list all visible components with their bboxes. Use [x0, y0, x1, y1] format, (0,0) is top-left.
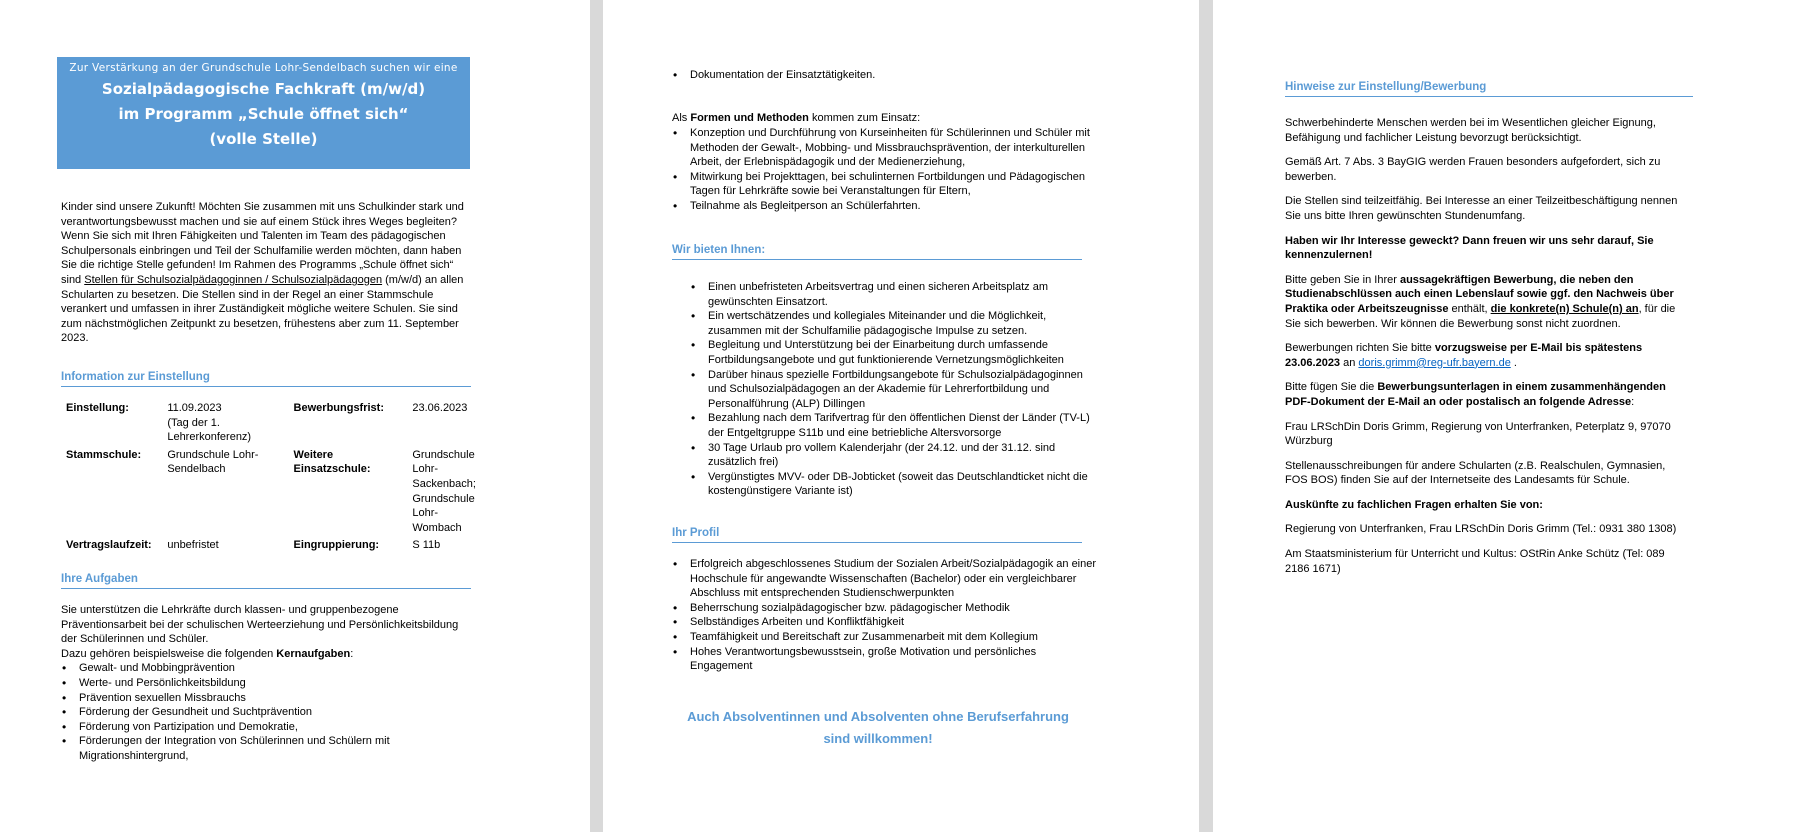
banner-program: im Programm „Schule öffnet sich“: [118, 105, 409, 123]
list-item: • Prävention sexuellen Missbrauchs: [79, 691, 471, 706]
tasks-list: [61, 661, 471, 763]
note-email-b: vorzugsweise per E-Mail bis spätestens 23.06.2023: [1285, 342, 1643, 369]
methods-lead-bold: Formen und Methoden: [690, 112, 809, 124]
list-item: • Teilnahme als Begleitperson an Schülerfahrten.: [690, 199, 1090, 214]
list-item: • Gewalt- und Mobbingprävention: [79, 661, 471, 676]
tasks-lead-bold: Kernaufgaben: [276, 647, 351, 660]
note-contact-regierung: Regierung von Unterfranken, Frau LRSchDin Doris Grimm (Tel.: 0931 380 1308): [1285, 523, 1677, 536]
stamm-value: Grundschule Lohr-Sendelbach: [167, 448, 259, 476]
document-page-3: [1213, 0, 1801, 832]
stamm-label: Stammschule:: [66, 448, 142, 461]
list-item: • Vergünstigtes MVV- oder DB-Jobticket (soweit das Deutschlandticket nicht die kostengünstigere Variante ist): [708, 470, 1098, 499]
welcome-line-2: sind willkommen!: [823, 731, 933, 746]
list-item: • Konzeption und Durchführung von Kurseinheiten für Schülerinnen und Schüler mit Methoden der Gewalt-, Mobbing- und Missbrauchsprävention, der interkulturellen Arbeit, der Erlebnispädagogik und der Medienerziehung,: [690, 126, 1090, 170]
note-other-schools: Stellenausschreibungen für andere Schularten (z.B. Realschulen, Gymnasien, FOS BOS) finden Sie auf der Internetseite des Landesamts für Schule.: [1285, 459, 1666, 487]
note-pdf: [1285, 380, 1690, 409]
einstellung-cell: [167, 401, 293, 448]
offer-heading: Wir bieten Ihnen:: [672, 244, 1082, 260]
note-women: Gemäß Art. 7 Abs. 3 BayGIG werden Frauen besonders aufgefordert, sich zu bewerben.: [1285, 156, 1661, 183]
list-item: • Einen unbefristeten Arbeitsvertrag und einen sicheren Arbeitsplatz am gewünschten Einsatzort.: [708, 280, 1098, 309]
intro-text-b: (m/w/d) an allen Schularten zu besetzen. Die Stellen sind in der Regel an einer Stammschule verankert und umfassen in ihrer Zuständigkeit mögliche weitere Schulen. Sie sind zum nächstmöglichen Zeitpunkt zu besetzen, frühestens aber zum 11. September 2023.: [61, 273, 464, 345]
note-email-a: Bewerbungen richten Sie bitte: [1285, 342, 1435, 355]
application-notes: [1285, 116, 1690, 576]
einstellung-value: 11.09.2023: [167, 402, 222, 414]
tasks-lead-colon: :: [350, 647, 354, 660]
note-documents-a: Bitte geben Sie in Ihrer: [1285, 273, 1400, 286]
intro-text-underlined: Stellen für Schulsozialpädagoginnen / Schulsozialpädagogen: [84, 273, 383, 286]
intro-paragraph: [61, 200, 471, 346]
list-item: • Förderung der Gesundheit und Suchtprävention: [79, 705, 471, 720]
offer-list: [690, 280, 1098, 499]
note-pdf-a: Bitte fügen Sie die: [1285, 381, 1378, 394]
top-bullet-list: [672, 68, 1170, 83]
document-page-2: [603, 0, 1199, 832]
weitere-value: Grundschule Lohr-Sackenbach; Grundschule Lohr-Wombach: [412, 448, 476, 534]
gruppe-label: Eingruppierung:: [293, 539, 380, 552]
list-item: • Dokumentation der Einsatztätigkeiten.: [690, 68, 1170, 83]
note-documents: [1285, 273, 1690, 331]
methods-list: [672, 126, 1090, 214]
tasks-section: [61, 603, 471, 764]
note-part-time: Die Stellen sind teilzeitfähig. Bei Interesse an einer Teilzeitbeschäftigung nennen Sie uns bitte Ihren gewünschten Stundenumfang.: [1285, 195, 1678, 222]
list-item: • Beherrschung sozialpädagogischer bzw. pädagogischer Methodik: [690, 601, 1100, 616]
note-email-d: .: [1510, 356, 1517, 369]
note-email: [1285, 341, 1690, 370]
gruppe-value: S 11b: [412, 539, 441, 552]
methods-lead: [672, 111, 1092, 126]
list-item: • Hohes Verantwortungsbewusstsein, große Motivation und persönliches Engagement: [690, 645, 1100, 674]
frist-value: 23.06.2023: [412, 402, 468, 414]
email-link[interactable]: doris.grimm@reg-ufr.bayern.de: [1358, 356, 1511, 369]
list-item: • Förderung von Partizipation und Demokratie,: [79, 720, 471, 735]
list-item: • Darüber hinaus spezielle Fortbildungsangebote für Schulsozialpädagoginnen und Schulsozialpädagogen an der Akademie für Lehrerfortbildung und Personalführung (ALP) Dillingen: [708, 368, 1098, 412]
banner-title: Sozialpädagogische Fachkraft (m/w/d): [101, 80, 426, 98]
einstellung-note: (Tag der 1. Lehrerkonferenz): [167, 416, 252, 444]
intro-text-a: Kinder sind unsere Zukunft! Möchten Sie zusammen mit uns Schulkinder stark und verantwortungsbewusst machen und sie auf einem Stück ihres Weges begleiten? Wenn Sie sich mit Ihren Fähigkeiten und Talenten im Team des pädagogischen Schulpersonals einbringen und Teil der Schulfamilie werden möchten, dann haben Sie die richtige Stelle gefunden! Im Rahmen des Programms „Schule öffnet sich“ sind: [61, 201, 464, 286]
note-address: Frau LRSchDin Doris Grimm, Regierung von Unterfranken, Peterplatz 9, 97070 Würzburg: [1285, 420, 1671, 448]
note-pdf-b: Bewerbungsunterlagen in einem zusammenhängenden PDF-Dokument der E-Mail an oder postalisch an folgende Adresse: [1285, 381, 1666, 408]
info-table: [66, 401, 476, 556]
list-item: • Bezahlung nach dem Tarifvertrag für den öffentlichen Dienst der Länder (TV-L) der Entgeltgruppe S11b und eine betriebliche Altersvorsorge: [708, 411, 1098, 440]
methods-lead-tail: kommen zum Einsatz:: [808, 112, 921, 124]
note-email-c: an: [1340, 356, 1359, 369]
info-heading: Information zur Einstellung: [61, 371, 471, 387]
laufzeit-label: Vertragslaufzeit:: [66, 539, 152, 552]
list-item: • 30 Tage Urlaub pro vollem Kalenderjahr (der 24.12. und der 31.12. sind zusätzlich frei): [708, 441, 1098, 470]
application-heading: Hinweise zur Einstellung/Bewerbung: [1285, 81, 1693, 97]
banner-scope: (volle Stelle): [209, 130, 318, 148]
note-disability: Schwerbehinderte Menschen werden bei im Wesentlichen gleicher Eignung, Befähigung und fachlicher Leistung bevorzugt berücksichtigt.: [1285, 117, 1656, 144]
list-item: • Werte- und Persönlichkeitsbildung: [79, 676, 471, 691]
note-contact-ministry: Am Staatsministerium für Unterricht und Kultus: OStRin Anke Schütz (Tel: 089 2186 1671): [1285, 548, 1665, 575]
methods-lead-text: Als: [672, 112, 691, 124]
frist-label: Bewerbungsfrist:: [293, 402, 385, 414]
list-item: • Erfolgreich abgeschlossenes Studium der Sozialen Arbeit/Sozialpädagogik an einer Hochschule für angewandte Wissenschaften (Bachelor) oder ein vergleichbarer Abschluss mit entsprechenden Studienschwerpunkten: [690, 557, 1100, 601]
profile-heading: Ihr Profil: [672, 527, 1082, 543]
tasks-lead: [61, 647, 471, 662]
list-item: • Begleitung und Unterstützung bei der Einarbeitung durch umfassende Fortbildungsangebote und gut funktionierende Vernetzungsmöglichkeiten: [708, 338, 1098, 367]
list-item: • Selbständiges Arbeiten und Konfliktfähigkeit: [690, 615, 1100, 630]
note-documents-c: enthält,: [1448, 302, 1491, 315]
note-documents-d: die konkrete(n) Schule(n) an: [1490, 302, 1639, 315]
laufzeit-value: unbefristet: [167, 539, 219, 552]
note-contact-heading: Auskünfte zu fachlichen Fragen erhalten Sie von:: [1285, 498, 1543, 511]
list-item: • Mitwirkung bei Projekttagen, bei schulinternen Fortbildungen und Pädagogischen Tagen für Lehrkräfte sowie bei Veranstaltungen für Eltern,: [690, 170, 1090, 199]
note-documents-e: , für die Sie sich bewerben. Wir können die Bewerbung sonst nicht zuordnen.: [1285, 302, 1676, 330]
einstellung-label: Einstellung:: [66, 402, 129, 414]
welcome-callout: [663, 706, 1093, 750]
tasks-lead-text: Dazu gehören beispielsweise die folgenden: [61, 647, 277, 660]
document-page-1: [0, 0, 590, 832]
list-item: • Ein wertschätzendes und kollegiales Miteinander und die Möglichkeit, zusammen mit der Schulfamilie pädagogische Impulse zu setzen.: [708, 309, 1098, 338]
note-pdf-c: :: [1631, 395, 1635, 408]
list-item: • Teamfähigkeit und Bereitschaft zur Zusammenarbeit mit dem Kollegium: [690, 630, 1100, 645]
weitere-label: Weitere Einsatzschule:: [293, 448, 371, 476]
note-interest: Haben wir Ihr Interesse geweckt? Dann freuen wir uns sehr darauf, Sie kennenzulernen!: [1285, 234, 1654, 262]
profile-list: [672, 557, 1100, 674]
welcome-line-1: Auch Absolventinnen und Absolventen ohne Berufserfahrung: [687, 709, 1069, 724]
banner-intro: Zur Verstärkung an der Grundschule Lohr-Sendelbach suchen wir eine: [69, 62, 458, 74]
tasks-heading: Ihre Aufgaben: [61, 573, 471, 589]
job-title-banner: [57, 57, 470, 169]
tasks-intro: Sie unterstützen die Lehrkräfte durch klassen- und gruppenbezogene Präventionsarbeit bei der schulischen Werteerziehung und Persönlichkeitsbildung der Schülerinnen und Schüler.: [61, 604, 459, 646]
list-item: • Förderungen der Integration von Schülerinnen und Schülern mit Migrationshintergrund,: [79, 734, 471, 763]
note-documents-b: aussagekräftigen Bewerbung, die neben den Studienabschlüssen auch einen Lebenslauf sowie ggf. den Nachweis über Praktika oder Arbeitszeugnisse: [1285, 273, 1674, 315]
